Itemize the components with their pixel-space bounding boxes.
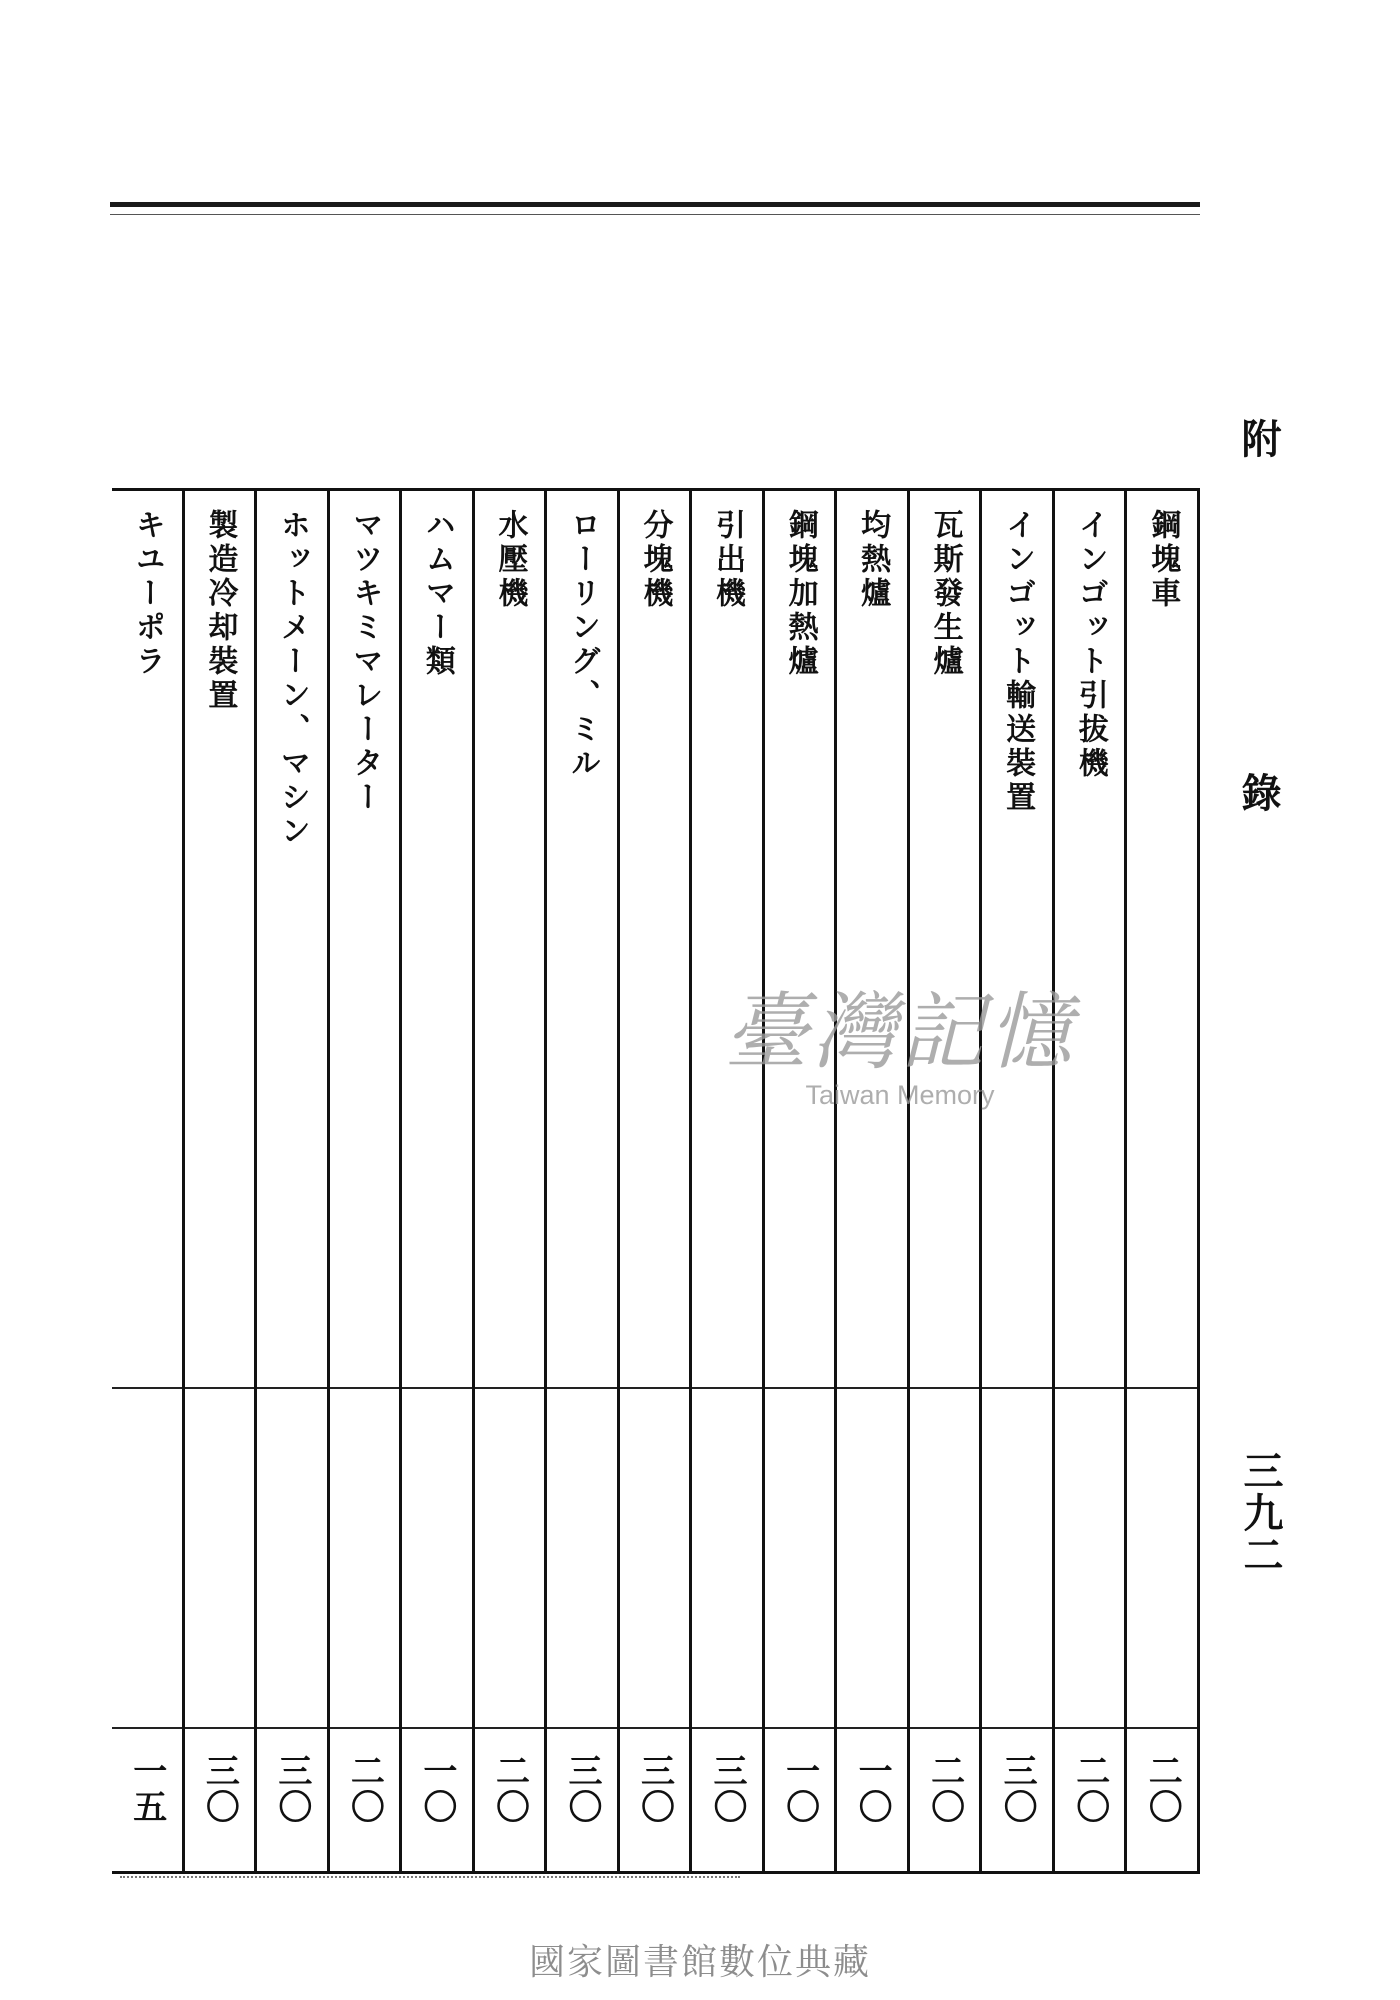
table-column xyxy=(907,491,980,1871)
table-column xyxy=(1052,491,1125,1871)
item-value: 二〇 xyxy=(344,1753,385,1825)
item-name: 水壓機 xyxy=(492,509,528,611)
item-value: 三〇 xyxy=(199,1753,240,1825)
item-name: マツキミマレーター xyxy=(347,509,383,815)
table-column xyxy=(617,491,690,1871)
item-value: 一〇 xyxy=(852,1753,893,1825)
item-name: 引出機 xyxy=(710,509,746,611)
table-column xyxy=(834,491,907,1871)
table-column xyxy=(182,491,255,1871)
item-name: 鋼塊加熱爐 xyxy=(782,509,818,679)
table-column xyxy=(112,491,182,1871)
top-rule-thin xyxy=(110,214,1200,215)
watermark xyxy=(690,983,1110,1111)
item-value: 一五 xyxy=(126,1753,167,1825)
item-name: 瓦斯發生爐 xyxy=(927,509,963,679)
item-value: 三〇 xyxy=(634,1753,675,1825)
item-name: 均熱爐 xyxy=(855,509,891,611)
print-noise xyxy=(120,1876,740,1882)
item-name: 分塊機 xyxy=(637,509,673,611)
table-column xyxy=(399,491,472,1871)
item-name: ローリング、ミル xyxy=(564,509,600,781)
margin-title: 附 錄 xyxy=(1235,418,1282,962)
item-name: キユーポラ xyxy=(129,509,165,679)
table-column xyxy=(689,491,762,1871)
item-value: 二〇 xyxy=(1069,1753,1110,1825)
table-column xyxy=(544,491,617,1871)
footer-credit: 國家圖書館數位典藏 xyxy=(528,1942,871,1983)
item-value: 三〇 xyxy=(707,1753,748,1825)
item-name: インゴット引拔機 xyxy=(1072,509,1108,781)
table-column xyxy=(1124,491,1197,1871)
table-column xyxy=(472,491,545,1871)
item-value: 三〇 xyxy=(997,1753,1038,1825)
item-name: 鋼塊車 xyxy=(1145,509,1181,611)
watermark-subtitle: Taiwan Memory xyxy=(805,1080,995,1110)
table-column xyxy=(254,491,327,1871)
table-column xyxy=(327,491,400,1871)
item-value: 一〇 xyxy=(779,1753,820,1825)
item-value: 二〇 xyxy=(924,1753,965,1825)
table-column xyxy=(979,491,1052,1871)
item-name: ハムマー類 xyxy=(419,509,455,679)
top-rule xyxy=(110,202,1200,207)
page-number: 三九二 xyxy=(1237,1450,1284,1576)
depreciation-table xyxy=(112,488,1200,1874)
item-name: インゴット輸送裝置 xyxy=(1000,509,1036,815)
table-column xyxy=(762,491,835,1871)
watermark-title: 臺灣記憶 xyxy=(723,983,1076,1081)
item-value: 二〇 xyxy=(489,1753,530,1825)
item-name: 製造冷却裝置 xyxy=(202,509,238,713)
item-value: 三〇 xyxy=(561,1753,602,1825)
item-value: 一〇 xyxy=(416,1753,457,1825)
item-name: ホットメーン、マシン xyxy=(274,509,310,849)
item-value: 三〇 xyxy=(271,1753,312,1825)
item-value: 二〇 xyxy=(1142,1753,1183,1825)
